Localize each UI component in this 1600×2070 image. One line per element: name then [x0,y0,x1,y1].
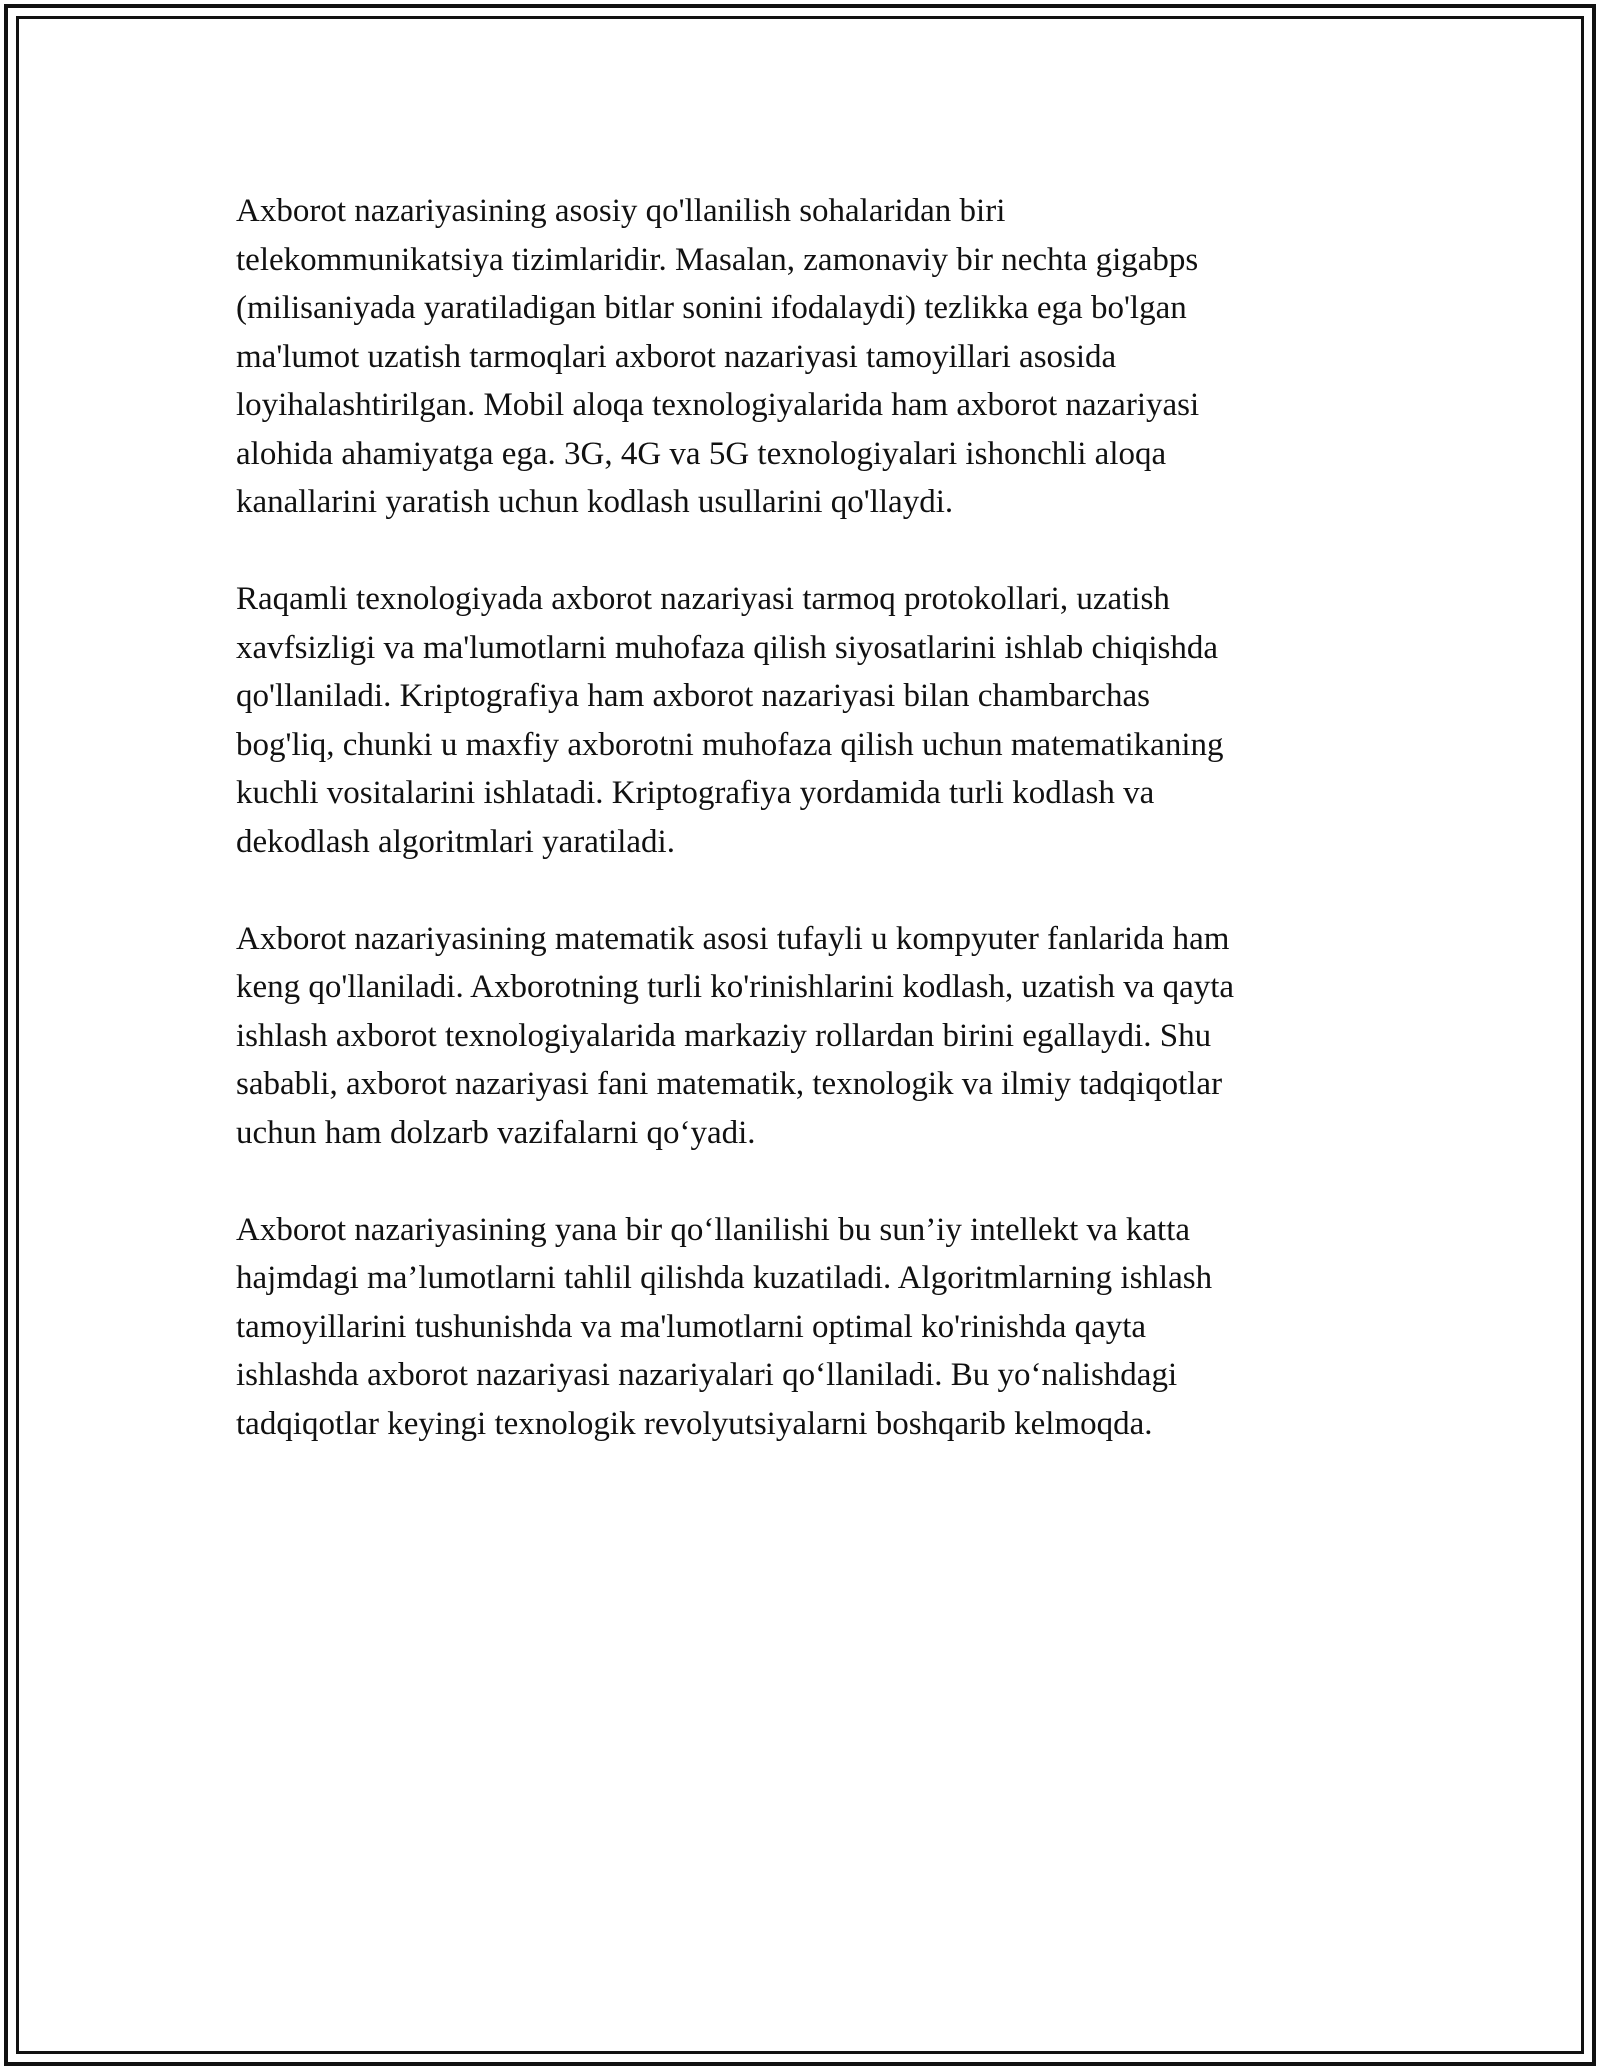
text-line: telekommunikatsiya tizimlaridir. Masalan, zamonaviy bir nechta gigabps [236,241,1199,278]
text-line: Axborot nazariyasining yana bir qo‘llanilishi bu sun’iy intellekt va katta [236,1211,1191,1248]
paragraph-digital-technology [236,575,1366,866]
text-line: ishlash axborot texnologiyalarida markaziy rollardan birini egallaydi. Shu [236,1017,1212,1054]
text-line: Axborot nazariyasining matematik asosi tufayli u kompyuter fanlarida ham [236,920,1230,957]
text-line: bog'liq, chunki u maxfiy axborotni muhofaza qilish uchun matematikaning [236,726,1224,763]
text-line: dekodlash algoritmlari yaratiladi. [236,823,675,860]
text-line: loyihalashtirilgan. Mobil aloqa texnologiyalarida ham axborot nazariyasi [236,387,1200,423]
text-line: sababli, axborot nazariyasi fani matematik, texnologik va ilmiy tadqiqotlar [236,1066,1223,1102]
text-line: qo'llaniladi. Kriptografiya ham axborot nazariyasi bilan chambarchas [236,678,1151,714]
text-line: tadqiqotlar keyingi texnologik revolyutsiyalarni boshqarib kelmoqda. [236,1405,1153,1442]
text-line: ma'lumot uzatish tarmoqlari axborot nazariyasi tamoyillari asosida [236,338,1117,375]
text-line: tamoyillarini tushunishda va ma'lumotlarni optimal ko'rinishda qayta [236,1308,1147,1345]
paragraph-artificial-intelligence [236,1206,1366,1449]
text-line: keng qo'llaniladi. Axborotning turli ko'rinishlarini kodlash, uzatish va qayta [236,969,1235,1005]
text-line: kanallarini yaratish uchun kodlash usullarini qo'llaydi. [236,484,954,520]
text-line: Axborot nazariyasining asosiy qo'llanilish sohalaridan biri [236,193,1006,229]
paragraph-telecommunications [236,187,1366,527]
text-line: ishlashda axborot nazariyasi nazariyalari qo‘llaniladi. Bu yo‘nalishdagi [236,1357,1178,1393]
text-line: kuchli vositalarini ishlatadi. Kriptografiya yordamida turli kodlash va [236,775,1155,811]
paragraph-computer-science [236,915,1366,1158]
text-line: (milisaniyada yaratiladigan bitlar sonini ifodalaydi) tezlikka ega bo'lgan [236,290,1187,326]
text-line: uchun ham dolzarb vazifalarni qo‘yadi. [236,1114,756,1151]
text-line: alohida ahamiyatga ega. 3G, 4G va 5G texnologiyalari ishonchli aloqa [236,435,1167,472]
text-line: Raqamli texnologiyada axborot nazariyasi tarmoq protokollari, uzatish [236,581,1170,617]
text-line: hajmdagi ma’lumotlarni tahlil qilishda kuzatiladi. Algoritmlarning ishlash [236,1260,1213,1296]
text-line: xavfsizligi va ma'lumotlarni muhofaza qilish siyosatlarini ishlab chiqishda [236,629,1218,666]
document-body [236,187,1366,1497]
